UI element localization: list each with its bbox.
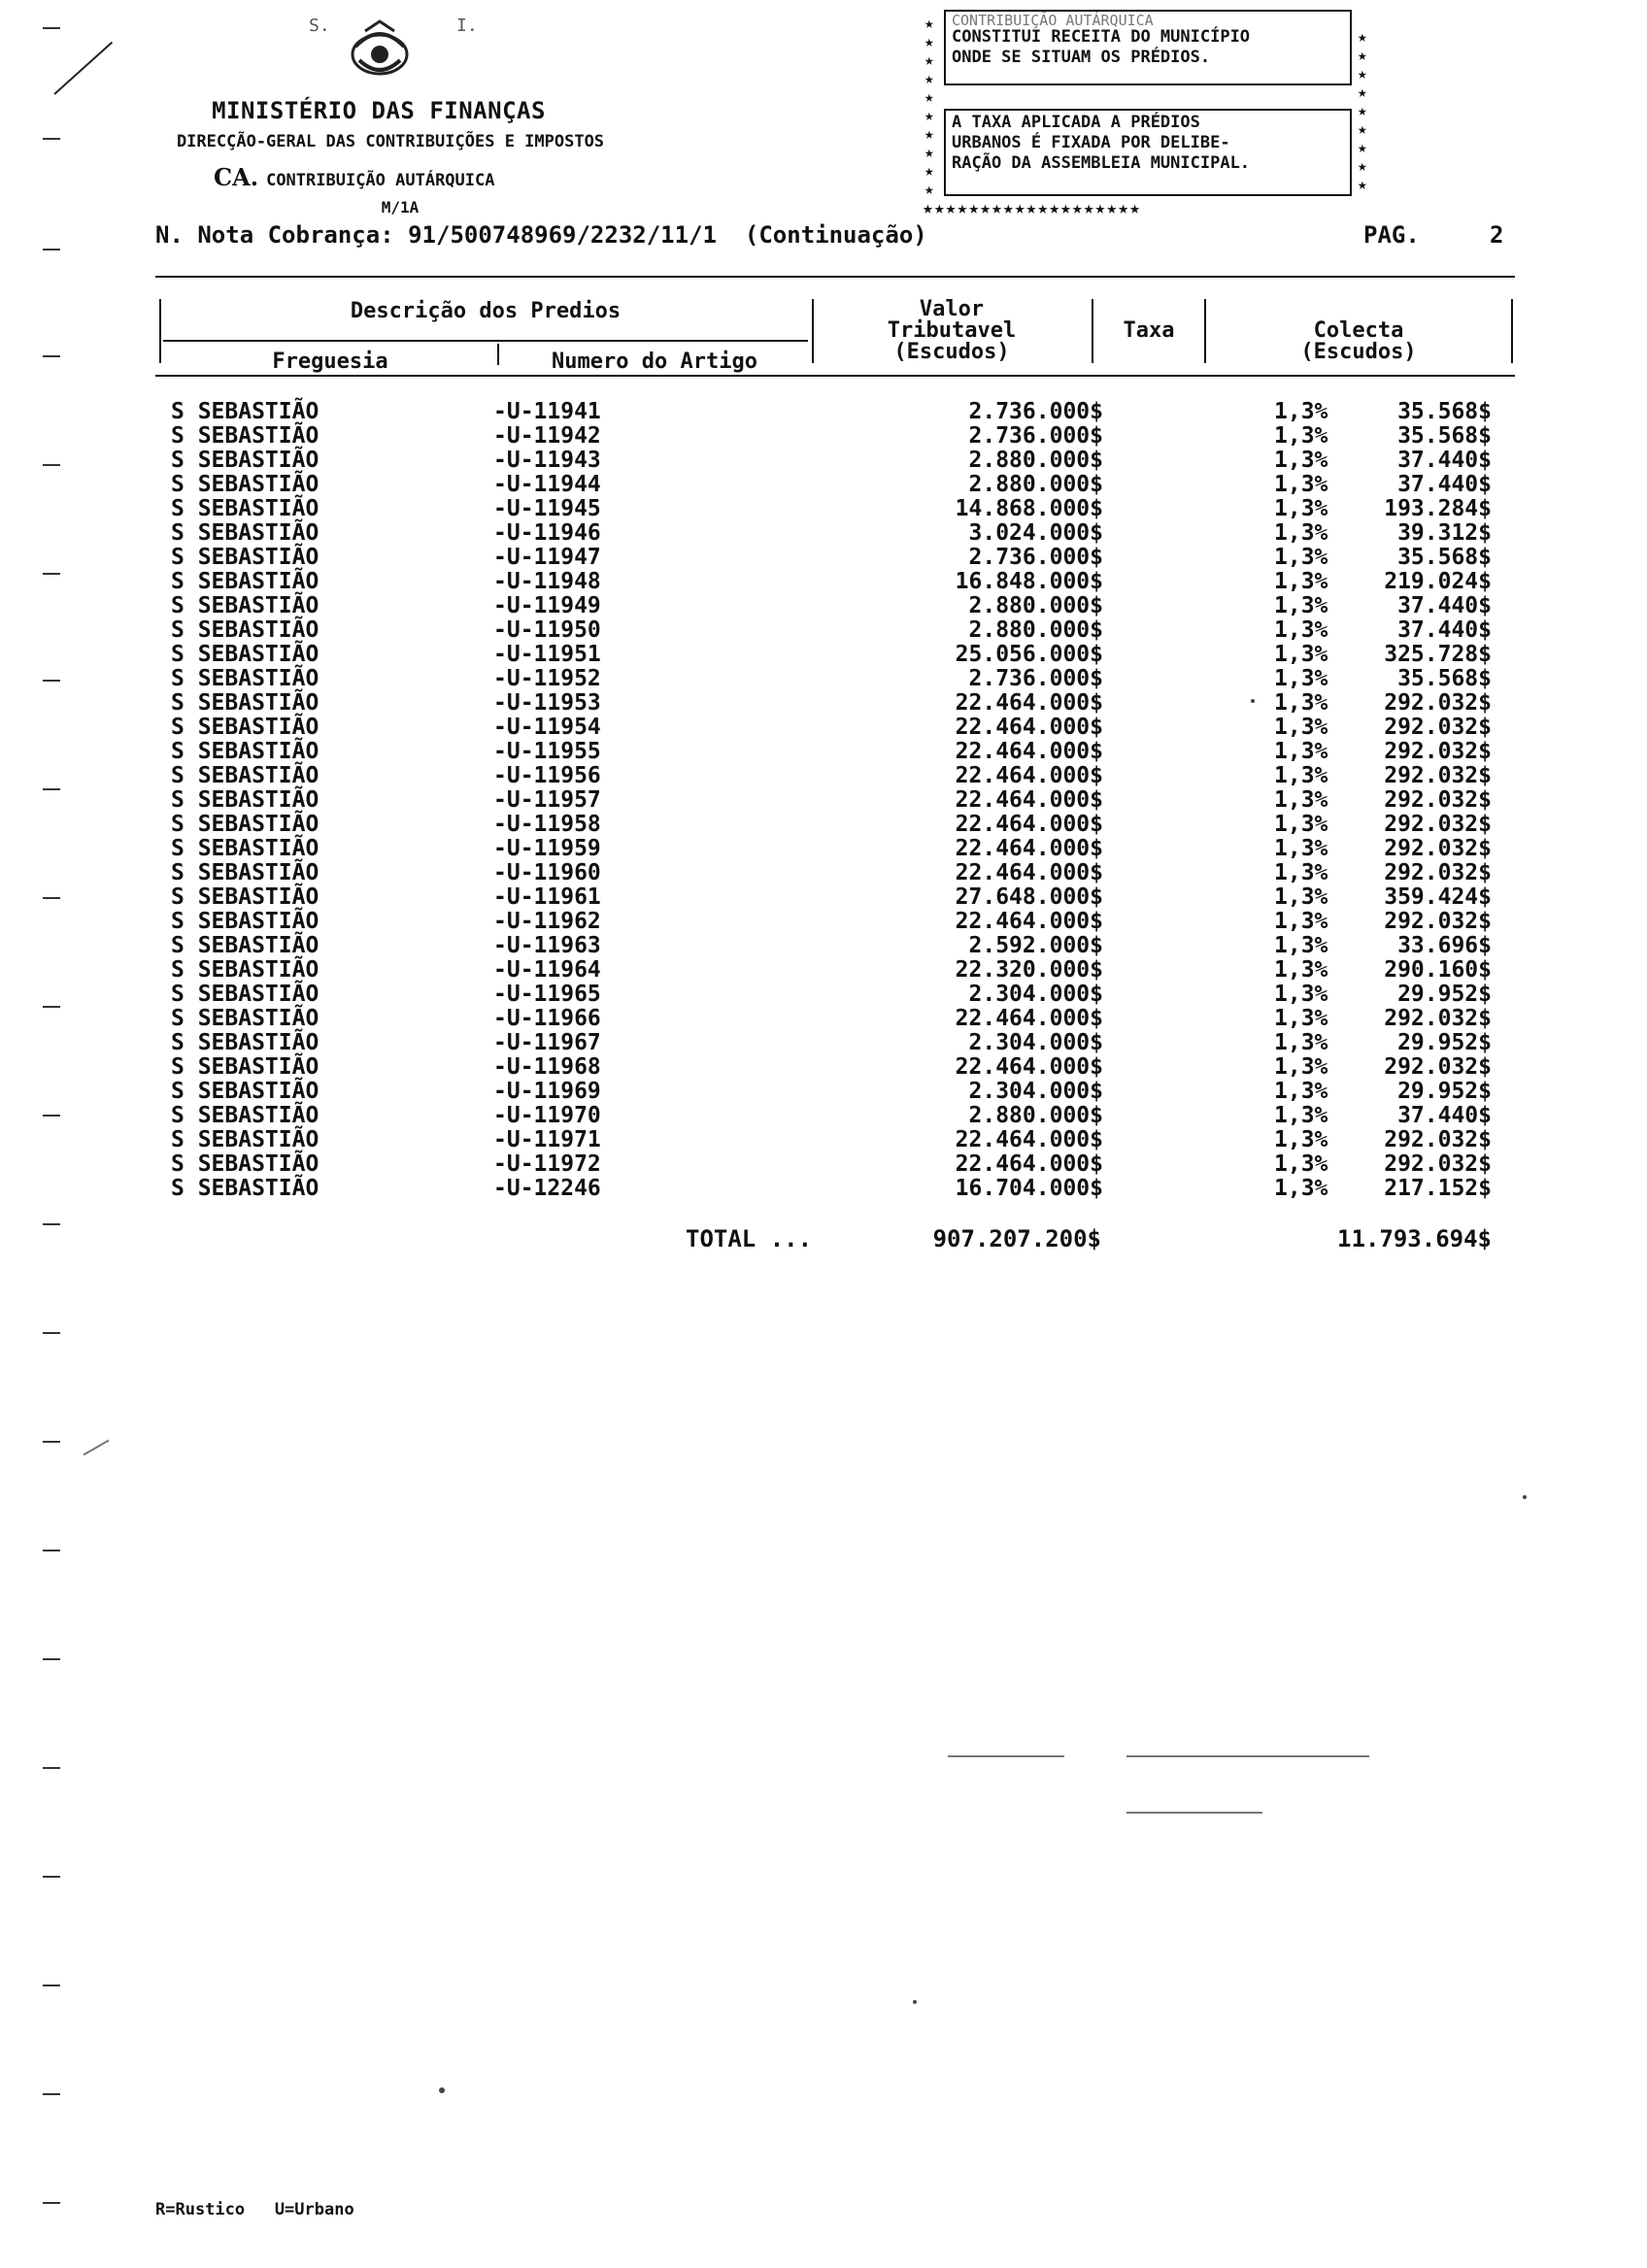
cell-colecta: 37.440$ <box>1397 593 1492 618</box>
cell-freguesia: S SEBASTIÃO <box>171 569 319 594</box>
directorate-title: DIRECÇÃO-GERAL DAS CONTRIBUIÇÕES E IMPOSTOS <box>176 132 605 151</box>
cell-taxa: 1,3% <box>1274 520 1328 546</box>
table-row <box>171 449 1492 473</box>
table-row <box>171 910 1492 934</box>
table-row <box>171 716 1492 740</box>
total-valor-tributavel: 907.207.200$ <box>932 1225 1101 1252</box>
header-taxa: Taxa <box>1123 318 1175 343</box>
cell-taxa: 1,3% <box>1274 690 1328 716</box>
star-border-right: ★ ★ ★ ★ ★ ★ ★ ★ ★ <box>1358 27 1367 193</box>
cell-colecta: 37.440$ <box>1397 1103 1492 1128</box>
cell-freguesia: S SEBASTIÃO <box>171 715 319 740</box>
cell-artigo: -U-11954 <box>493 715 601 740</box>
total-label: TOTAL ... <box>686 1225 813 1252</box>
cell-artigo: -U-11964 <box>493 957 601 983</box>
cell-taxa: 1,3% <box>1274 423 1328 449</box>
page-label: PAG. <box>1363 221 1420 249</box>
table-top-rule <box>155 276 1515 278</box>
table-header-divider <box>812 299 814 363</box>
star-border-left: ★ ★ ★ ★ ★ ★ ★ ★ ★ ★ <box>924 14 934 198</box>
header-artigo: Numero do Artigo <box>552 350 757 374</box>
cell-valor-tributavel: 22.464.000$ <box>955 860 1103 885</box>
cell-artigo: -U-11967 <box>493 1030 601 1055</box>
cell-artigo: -U-11946 <box>493 520 601 546</box>
cell-freguesia: S SEBASTIÃO <box>171 496 319 521</box>
cell-freguesia: S SEBASTIÃO <box>171 1079 319 1104</box>
notice-box-revenue-line2: ONDE SE SITUAM OS PRÉDIOS. <box>952 48 1211 67</box>
table-row <box>171 497 1492 521</box>
table-row <box>171 1104 1492 1128</box>
cell-taxa: 1,3% <box>1274 472 1328 497</box>
notice-box-revenue-faint: CONTRIBUIÇÃO AUTÁRQUICA <box>952 12 1154 29</box>
group-header-rule <box>163 340 808 342</box>
cell-artigo: -U-11941 <box>493 399 601 424</box>
table-header-divider <box>159 299 161 363</box>
contribution-label: CONTRIBUIÇÃO AUTÁRQUICA <box>266 171 495 190</box>
header-scrap-right: I. <box>456 16 478 36</box>
cell-taxa: 1,3% <box>1274 763 1328 788</box>
cell-valor-tributavel: 2.736.000$ <box>968 423 1103 449</box>
cell-taxa: 1,3% <box>1274 617 1328 643</box>
cell-valor-tributavel: 22.464.000$ <box>955 836 1103 861</box>
nota-label: N. Nota Cobrança: <box>155 221 394 249</box>
page-indicator <box>1363 221 1504 249</box>
cell-valor-tributavel: 2.880.000$ <box>968 448 1103 473</box>
cell-taxa: 1,3% <box>1274 957 1328 983</box>
table-row <box>171 1031 1492 1055</box>
cell-freguesia: S SEBASTIÃO <box>171 836 319 861</box>
cell-taxa: 1,3% <box>1274 545 1328 570</box>
coat-of-arms-emblem <box>342 17 418 85</box>
header-colecta <box>1208 320 1509 363</box>
cell-artigo: -U-11943 <box>493 448 601 473</box>
cell-colecta: 292.032$ <box>1384 763 1492 788</box>
cell-artigo: -U-11966 <box>493 1006 601 1031</box>
cell-artigo: -U-11965 <box>493 982 601 1007</box>
cell-artigo: -U-12246 <box>493 1176 601 1201</box>
header-valor <box>816 299 1088 363</box>
cell-valor-tributavel: 27.648.000$ <box>955 884 1103 910</box>
cell-colecta: 292.032$ <box>1384 690 1492 716</box>
star-border-bottom: ★★★★★★★★★★★★★★★★★★★ <box>923 198 1141 218</box>
cell-valor-tributavel: 3.024.000$ <box>968 520 1103 546</box>
header-freguesia: Freguesia <box>272 350 388 374</box>
cell-colecta: 37.440$ <box>1397 448 1492 473</box>
cell-freguesia: S SEBASTIÃO <box>171 399 319 424</box>
cell-valor-tributavel: 2.880.000$ <box>968 593 1103 618</box>
cell-valor-tributavel: 22.464.000$ <box>955 909 1103 934</box>
cell-valor-tributavel: 2.592.000$ <box>968 933 1103 958</box>
cell-taxa: 1,3% <box>1274 666 1328 691</box>
header-valor-line2: Tributavel <box>887 318 1017 343</box>
table-row <box>171 958 1492 983</box>
table-row <box>171 643 1492 667</box>
cell-taxa: 1,3% <box>1274 812 1328 837</box>
cell-valor-tributavel: 22.464.000$ <box>955 690 1103 716</box>
header-valor-line3: (Escudos) <box>893 340 1010 364</box>
cell-valor-tributavel: 2.880.000$ <box>968 472 1103 497</box>
cell-freguesia: S SEBASTIÃO <box>171 884 319 910</box>
cell-freguesia: S SEBASTIÃO <box>171 617 319 643</box>
table-row <box>171 473 1492 497</box>
table-row <box>171 400 1492 424</box>
nota-cobranca-line <box>155 221 927 249</box>
table-row <box>171 861 1492 885</box>
cell-freguesia: S SEBASTIÃO <box>171 448 319 473</box>
cell-colecta: 290.160$ <box>1384 957 1492 983</box>
cell-valor-tributavel: 22.464.000$ <box>955 787 1103 813</box>
cell-taxa: 1,3% <box>1274 1127 1328 1152</box>
cell-colecta: 35.568$ <box>1397 666 1492 691</box>
cell-freguesia: S SEBASTIÃO <box>171 690 319 716</box>
total-colecta: 11.793.694$ <box>1337 1225 1492 1252</box>
cell-colecta: 292.032$ <box>1384 1127 1492 1152</box>
cell-artigo: -U-11971 <box>493 1127 601 1152</box>
cell-taxa: 1,3% <box>1274 909 1328 934</box>
table-row <box>171 546 1492 570</box>
cell-taxa: 1,3% <box>1274 1030 1328 1055</box>
cell-freguesia: S SEBASTIÃO <box>171 1151 319 1177</box>
table-row <box>171 618 1492 643</box>
cell-colecta: 33.696$ <box>1397 933 1492 958</box>
cell-freguesia: S SEBASTIÃO <box>171 739 319 764</box>
cell-colecta: 39.312$ <box>1397 520 1492 546</box>
predios-table-body <box>171 400 1492 1201</box>
cell-colecta: 29.952$ <box>1397 1079 1492 1104</box>
cell-valor-tributavel: 16.848.000$ <box>955 569 1103 594</box>
table-row <box>171 424 1492 449</box>
cell-taxa: 1,3% <box>1274 1079 1328 1104</box>
table-row <box>171 983 1492 1007</box>
cell-artigo: -U-11958 <box>493 812 601 837</box>
cell-valor-tributavel: 2.736.000$ <box>968 399 1103 424</box>
cell-taxa: 1,3% <box>1274 399 1328 424</box>
cell-colecta: 292.032$ <box>1384 715 1492 740</box>
cell-freguesia: S SEBASTIÃO <box>171 520 319 546</box>
contribution-title <box>214 163 563 191</box>
cell-artigo: -U-11968 <box>493 1054 601 1080</box>
cell-valor-tributavel: 22.464.000$ <box>955 715 1103 740</box>
cell-taxa: 1,3% <box>1274 593 1328 618</box>
cell-freguesia: S SEBASTIÃO <box>171 957 319 983</box>
table-row <box>171 788 1492 813</box>
cell-artigo: -U-11960 <box>493 860 601 885</box>
cell-valor-tributavel: 22.464.000$ <box>955 1006 1103 1031</box>
cell-freguesia: S SEBASTIÃO <box>171 642 319 667</box>
cell-valor-tributavel: 22.464.000$ <box>955 1054 1103 1080</box>
cell-freguesia: S SEBASTIÃO <box>171 1176 319 1201</box>
cell-valor-tributavel: 2.736.000$ <box>968 666 1103 691</box>
cell-valor-tributavel: 2.880.000$ <box>968 1103 1103 1128</box>
cell-colecta: 35.568$ <box>1397 545 1492 570</box>
cell-colecta: 292.032$ <box>1384 739 1492 764</box>
cell-freguesia: S SEBASTIÃO <box>171 860 319 885</box>
cell-colecta: 359.424$ <box>1384 884 1492 910</box>
cell-valor-tributavel: 22.464.000$ <box>955 763 1103 788</box>
cell-colecta: 35.568$ <box>1397 399 1492 424</box>
cell-artigo: -U-11952 <box>493 666 601 691</box>
table-row <box>171 521 1492 546</box>
cell-valor-tributavel: 16.704.000$ <box>955 1176 1103 1201</box>
page-number: 2 <box>1490 221 1504 249</box>
table-header-bottom-rule <box>155 375 1515 377</box>
cell-artigo: -U-11970 <box>493 1103 601 1128</box>
continuation-label: (Continuação) <box>744 221 927 249</box>
cell-taxa: 1,3% <box>1274 569 1328 594</box>
cell-freguesia: S SEBASTIÃO <box>171 787 319 813</box>
table-header-divider <box>1204 299 1206 363</box>
cell-freguesia: S SEBASTIÃO <box>171 1127 319 1152</box>
table-row <box>171 1055 1492 1080</box>
table-row <box>171 813 1492 837</box>
cell-taxa: 1,3% <box>1274 739 1328 764</box>
cell-taxa: 1,3% <box>1274 836 1328 861</box>
cell-colecta: 37.440$ <box>1397 472 1492 497</box>
cell-colecta: 292.032$ <box>1384 1006 1492 1031</box>
cell-taxa: 1,3% <box>1274 642 1328 667</box>
cell-colecta: 292.032$ <box>1384 1151 1492 1177</box>
cell-freguesia: S SEBASTIÃO <box>171 666 319 691</box>
cell-freguesia: S SEBASTIÃO <box>171 812 319 837</box>
legend-rustico-urbano: R=Rustico U=Urbano <box>155 2200 354 2219</box>
cell-taxa: 1,3% <box>1274 787 1328 813</box>
cell-colecta: 217.152$ <box>1384 1176 1492 1201</box>
form-code: M/1A <box>381 198 420 217</box>
cell-artigo: -U-11969 <box>493 1079 601 1104</box>
cell-taxa: 1,3% <box>1274 1054 1328 1080</box>
cell-artigo: -U-11944 <box>493 472 601 497</box>
cell-taxa: 1,3% <box>1274 1103 1328 1128</box>
table-header-divider <box>497 344 499 365</box>
cell-colecta: 292.032$ <box>1384 812 1492 837</box>
cell-colecta: 292.032$ <box>1384 909 1492 934</box>
table-row <box>171 934 1492 958</box>
cell-valor-tributavel: 2.304.000$ <box>968 1030 1103 1055</box>
cell-colecta: 37.440$ <box>1397 617 1492 643</box>
cell-artigo: -U-11956 <box>493 763 601 788</box>
table-row <box>171 837 1492 861</box>
header-colecta-line1: Colecta <box>1313 318 1404 343</box>
cell-taxa: 1,3% <box>1274 715 1328 740</box>
table-row <box>171 594 1492 618</box>
cell-taxa: 1,3% <box>1274 448 1328 473</box>
cell-valor-tributavel: 2.304.000$ <box>968 1079 1103 1104</box>
cell-taxa: 1,3% <box>1274 1151 1328 1177</box>
cell-freguesia: S SEBASTIÃO <box>171 1030 319 1055</box>
cell-artigo: -U-11948 <box>493 569 601 594</box>
notice-box-revenue-line1: CONSTITUI RECEITA DO MUNICÍPIO <box>952 27 1251 47</box>
notice-box-rate-line3: RAÇÃO DA ASSEMBLEIA MUNICIPAL. <box>952 153 1251 173</box>
table-row <box>171 885 1492 910</box>
table-row <box>171 764 1492 788</box>
header-scrap-left: S. <box>309 16 330 36</box>
cell-colecta: 29.952$ <box>1397 1030 1492 1055</box>
cell-taxa: 1,3% <box>1274 1006 1328 1031</box>
cell-freguesia: S SEBASTIÃO <box>171 472 319 497</box>
cell-colecta: 292.032$ <box>1384 1054 1492 1080</box>
cell-artigo: -U-11950 <box>493 617 601 643</box>
cell-colecta: 292.032$ <box>1384 787 1492 813</box>
table-row <box>171 570 1492 594</box>
notice-box-rate <box>944 109 1352 196</box>
cell-artigo: -U-11947 <box>493 545 601 570</box>
table-row <box>171 1152 1492 1177</box>
table-row <box>171 740 1492 764</box>
table-row <box>171 1128 1492 1152</box>
header-descricao: Descrição dos Predios <box>350 299 622 323</box>
cell-taxa: 1,3% <box>1274 496 1328 521</box>
cell-freguesia: S SEBASTIÃO <box>171 1054 319 1080</box>
table-header-divider <box>1092 299 1093 363</box>
table-row <box>171 1080 1492 1104</box>
cell-artigo: -U-11959 <box>493 836 601 861</box>
ca-logo: CA. <box>214 163 259 191</box>
cell-valor-tributavel: 22.320.000$ <box>955 957 1103 983</box>
cell-artigo: -U-11962 <box>493 909 601 934</box>
cell-colecta: 193.284$ <box>1384 496 1492 521</box>
cell-freguesia: S SEBASTIÃO <box>171 763 319 788</box>
cell-freguesia: S SEBASTIÃO <box>171 545 319 570</box>
cell-taxa: 1,3% <box>1274 1176 1328 1201</box>
cell-freguesia: S SEBASTIÃO <box>171 933 319 958</box>
cell-taxa: 1,3% <box>1274 933 1328 958</box>
table-row <box>171 1007 1492 1031</box>
cell-freguesia: S SEBASTIÃO <box>171 1006 319 1031</box>
cell-valor-tributavel: 22.464.000$ <box>955 1151 1103 1177</box>
table-row <box>171 691 1492 716</box>
cell-freguesia: S SEBASTIÃO <box>171 982 319 1007</box>
cell-freguesia: S SEBASTIÃO <box>171 593 319 618</box>
nota-number: 91/500748969/2232/11/1 <box>408 221 717 249</box>
notice-box-rate-line2: URBANOS É FIXADA POR DELIBE- <box>952 133 1230 152</box>
cell-freguesia: S SEBASTIÃO <box>171 909 319 934</box>
cell-valor-tributavel: 25.056.000$ <box>955 642 1103 667</box>
cell-valor-tributavel: 22.464.000$ <box>955 739 1103 764</box>
header-colecta-line2: (Escudos) <box>1300 340 1417 364</box>
cell-valor-tributavel: 2.880.000$ <box>968 617 1103 643</box>
table-header-divider <box>1511 299 1513 363</box>
cell-artigo: -U-11951 <box>493 642 601 667</box>
notice-box-revenue <box>944 10 1352 85</box>
cell-taxa: 1,3% <box>1274 884 1328 910</box>
cell-taxa: 1,3% <box>1274 982 1328 1007</box>
cell-freguesia: S SEBASTIÃO <box>171 423 319 449</box>
cell-valor-tributavel: 22.464.000$ <box>955 812 1103 837</box>
cell-artigo: -U-11972 <box>493 1151 601 1177</box>
cell-freguesia: S SEBASTIÃO <box>171 1103 319 1128</box>
cell-artigo: -U-11945 <box>493 496 601 521</box>
cell-colecta: 219.024$ <box>1384 569 1492 594</box>
cell-colecta: 292.032$ <box>1384 860 1492 885</box>
cell-colecta: 35.568$ <box>1397 423 1492 449</box>
cell-taxa: 1,3% <box>1274 860 1328 885</box>
cell-artigo: -U-11953 <box>493 690 601 716</box>
table-row <box>171 1177 1492 1201</box>
cell-artigo: -U-11949 <box>493 593 601 618</box>
notice-box-rate-line1: A TAXA APLICADA A PRÉDIOS <box>952 113 1200 132</box>
cell-valor-tributavel: 2.304.000$ <box>968 982 1103 1007</box>
cell-valor-tributavel: 14.868.000$ <box>955 496 1103 521</box>
cell-valor-tributavel: 2.736.000$ <box>968 545 1103 570</box>
cell-colecta: 29.952$ <box>1397 982 1492 1007</box>
cell-colecta: 325.728$ <box>1384 642 1492 667</box>
cell-artigo: -U-11955 <box>493 739 601 764</box>
cell-valor-tributavel: 22.464.000$ <box>955 1127 1103 1152</box>
table-row <box>171 667 1492 691</box>
cell-artigo: -U-11942 <box>493 423 601 449</box>
cell-artigo: -U-11957 <box>493 787 601 813</box>
cell-artigo: -U-11961 <box>493 884 601 910</box>
header-valor-line1: Valor <box>919 297 985 321</box>
ministry-title: MINISTÉRIO DAS FINANÇAS <box>212 97 546 124</box>
cell-colecta: 292.032$ <box>1384 836 1492 861</box>
cell-artigo: -U-11963 <box>493 933 601 958</box>
